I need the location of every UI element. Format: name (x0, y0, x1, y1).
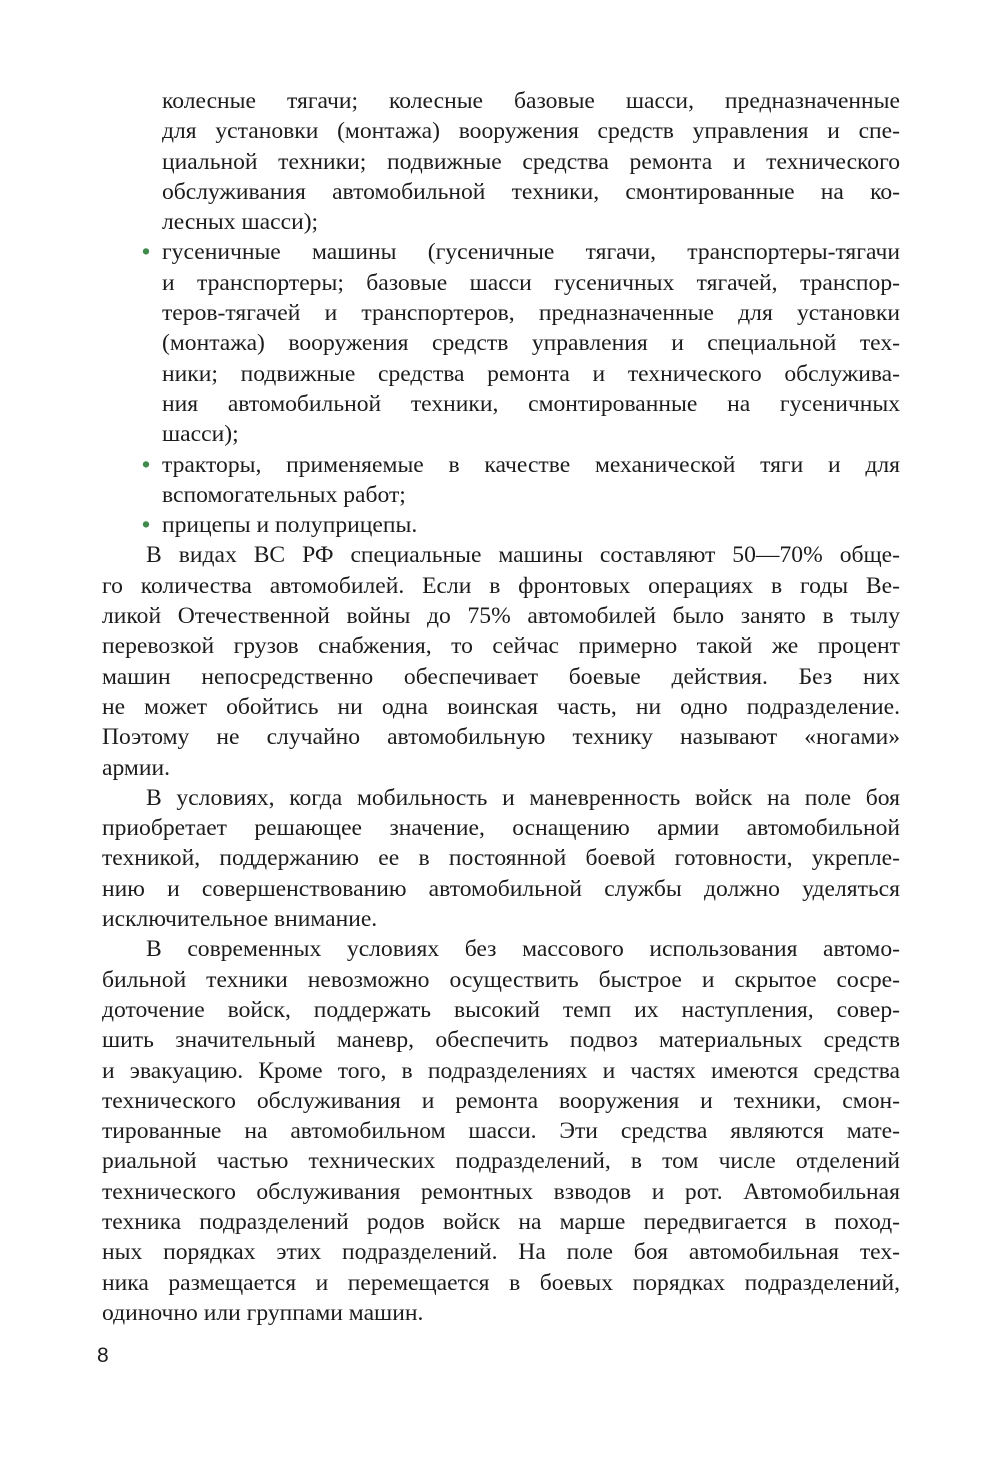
text-line: циальной техники; подвижные средства ремонта и технического (162, 148, 900, 175)
text-line: исключительное внимание. (102, 906, 378, 933)
text-line: не может обойтись ни одна воинская часть, ни одно подразделение. (102, 693, 900, 720)
text-line: вспомогательных работ; (162, 481, 406, 508)
text-line: тированные на автомобильном шасси. Эти средства являются мате- (102, 1118, 900, 1145)
bullet-icon: • (141, 512, 151, 539)
text-line: шасси); (162, 421, 239, 448)
text-line: Поэтому не случайно автомобильную технику называют «ногами» (102, 724, 900, 751)
text-line: В видах ВС РФ специальные машины составляют 50—70% обще- (146, 542, 900, 569)
bullet-icon: • (141, 239, 151, 266)
text-line: одиночно или группами машин. (102, 1299, 424, 1326)
text-line: нию и совершенствованию автомобильной службы должно уделяться (102, 875, 900, 902)
bullet-item (102, 450, 900, 511)
text-line: В условиях, когда мобильность и маневренность войск на поле боя (146, 784, 900, 811)
text-line: техникой, поддержанию ее в постоянной боевой готовности, укрепле- (102, 845, 900, 872)
paragraph (102, 934, 900, 1328)
text-line: машин непосредственно обеспечивает боевые действия. Без них (102, 663, 900, 690)
page-number: 8 (97, 1344, 109, 1367)
text-line: шить значительный маневр, обеспечить подвоз материальных средств (102, 1027, 900, 1054)
text-line: ных порядках этих подразделений. На поле боя автомобильная тех- (102, 1239, 900, 1266)
bullet-icon: • (141, 451, 151, 478)
continuation-block (102, 86, 900, 237)
text-line: В современных условиях без массового использования автомо- (146, 936, 900, 963)
paragraph (102, 540, 900, 782)
text-line: го количества автомобилей. Если в фронтовых операциях в годы Ве- (102, 572, 900, 599)
text-line: перевозкой грузов снабжения, то сейчас примерно такой же процент (102, 633, 900, 660)
page-body (102, 86, 900, 1328)
text-line: для установки (монтажа) вооружения средств управления и спе- (162, 118, 900, 145)
text-line: и транспортеры; базовые шасси гусеничных тягачей, транспор- (162, 269, 900, 296)
text-line: ника размещается и перемещается в боевых порядках подразделений, (102, 1269, 900, 1296)
text-line: обслуживания автомобильной техники, смонтированные на ко- (162, 178, 900, 205)
text-line: • прицепы и полуприцепы. (102, 510, 900, 540)
bullet-list (102, 237, 900, 540)
text-line: и эвакуацию. Кроме того, в подразделениях и частях имеются средства (102, 1057, 900, 1084)
text-line: доточение войск, поддержать высокий темп их наступления, совер- (102, 996, 900, 1023)
text-line: технического обслуживания и ремонта вооружения и техники, смон- (102, 1087, 900, 1114)
text-line: техника подразделений родов войск на марше передвигается в поход- (102, 1208, 900, 1235)
text-line: лесных шасси); (162, 209, 319, 236)
text-line: риальной частью технических подразделений, в том числе отделений (102, 1148, 900, 1175)
text-line: армии. (102, 754, 170, 781)
text-line: технического обслуживания ремонтных взводов и рот. Автомобильная (102, 1178, 900, 1205)
bullet-item (102, 237, 900, 449)
bullet-item (102, 510, 900, 540)
text-line: ликой Отечественной войны до 75% автомобилей было занято в тылу (102, 603, 900, 630)
text-line: • тракторы, применяемые в качестве механической тяги и для (102, 450, 900, 480)
text-line: ния автомобильной техники, смонтированные на гусеничных (162, 390, 900, 417)
text-line: ники; подвижные средства ремонта и технического обслужива- (162, 360, 900, 387)
text-line: (монтажа) вооружения средств управления и специальной тех- (162, 330, 900, 357)
text-line: • гусеничные машины (гусеничные тягачи, транспортеры-тягачи (102, 237, 900, 267)
paragraph (102, 783, 900, 934)
text-line: приобретает решающее значение, оснащению армии автомобильной (102, 815, 900, 842)
text-line: теров-тягачей и транспортеров, предназначенные для установки (162, 300, 900, 327)
text-line: бильной техники невозможно осуществить быстрое и скрытое сосре- (102, 966, 900, 993)
text-line: колесные тягачи; колесные базовые шасси, предназначенные (162, 88, 900, 114)
